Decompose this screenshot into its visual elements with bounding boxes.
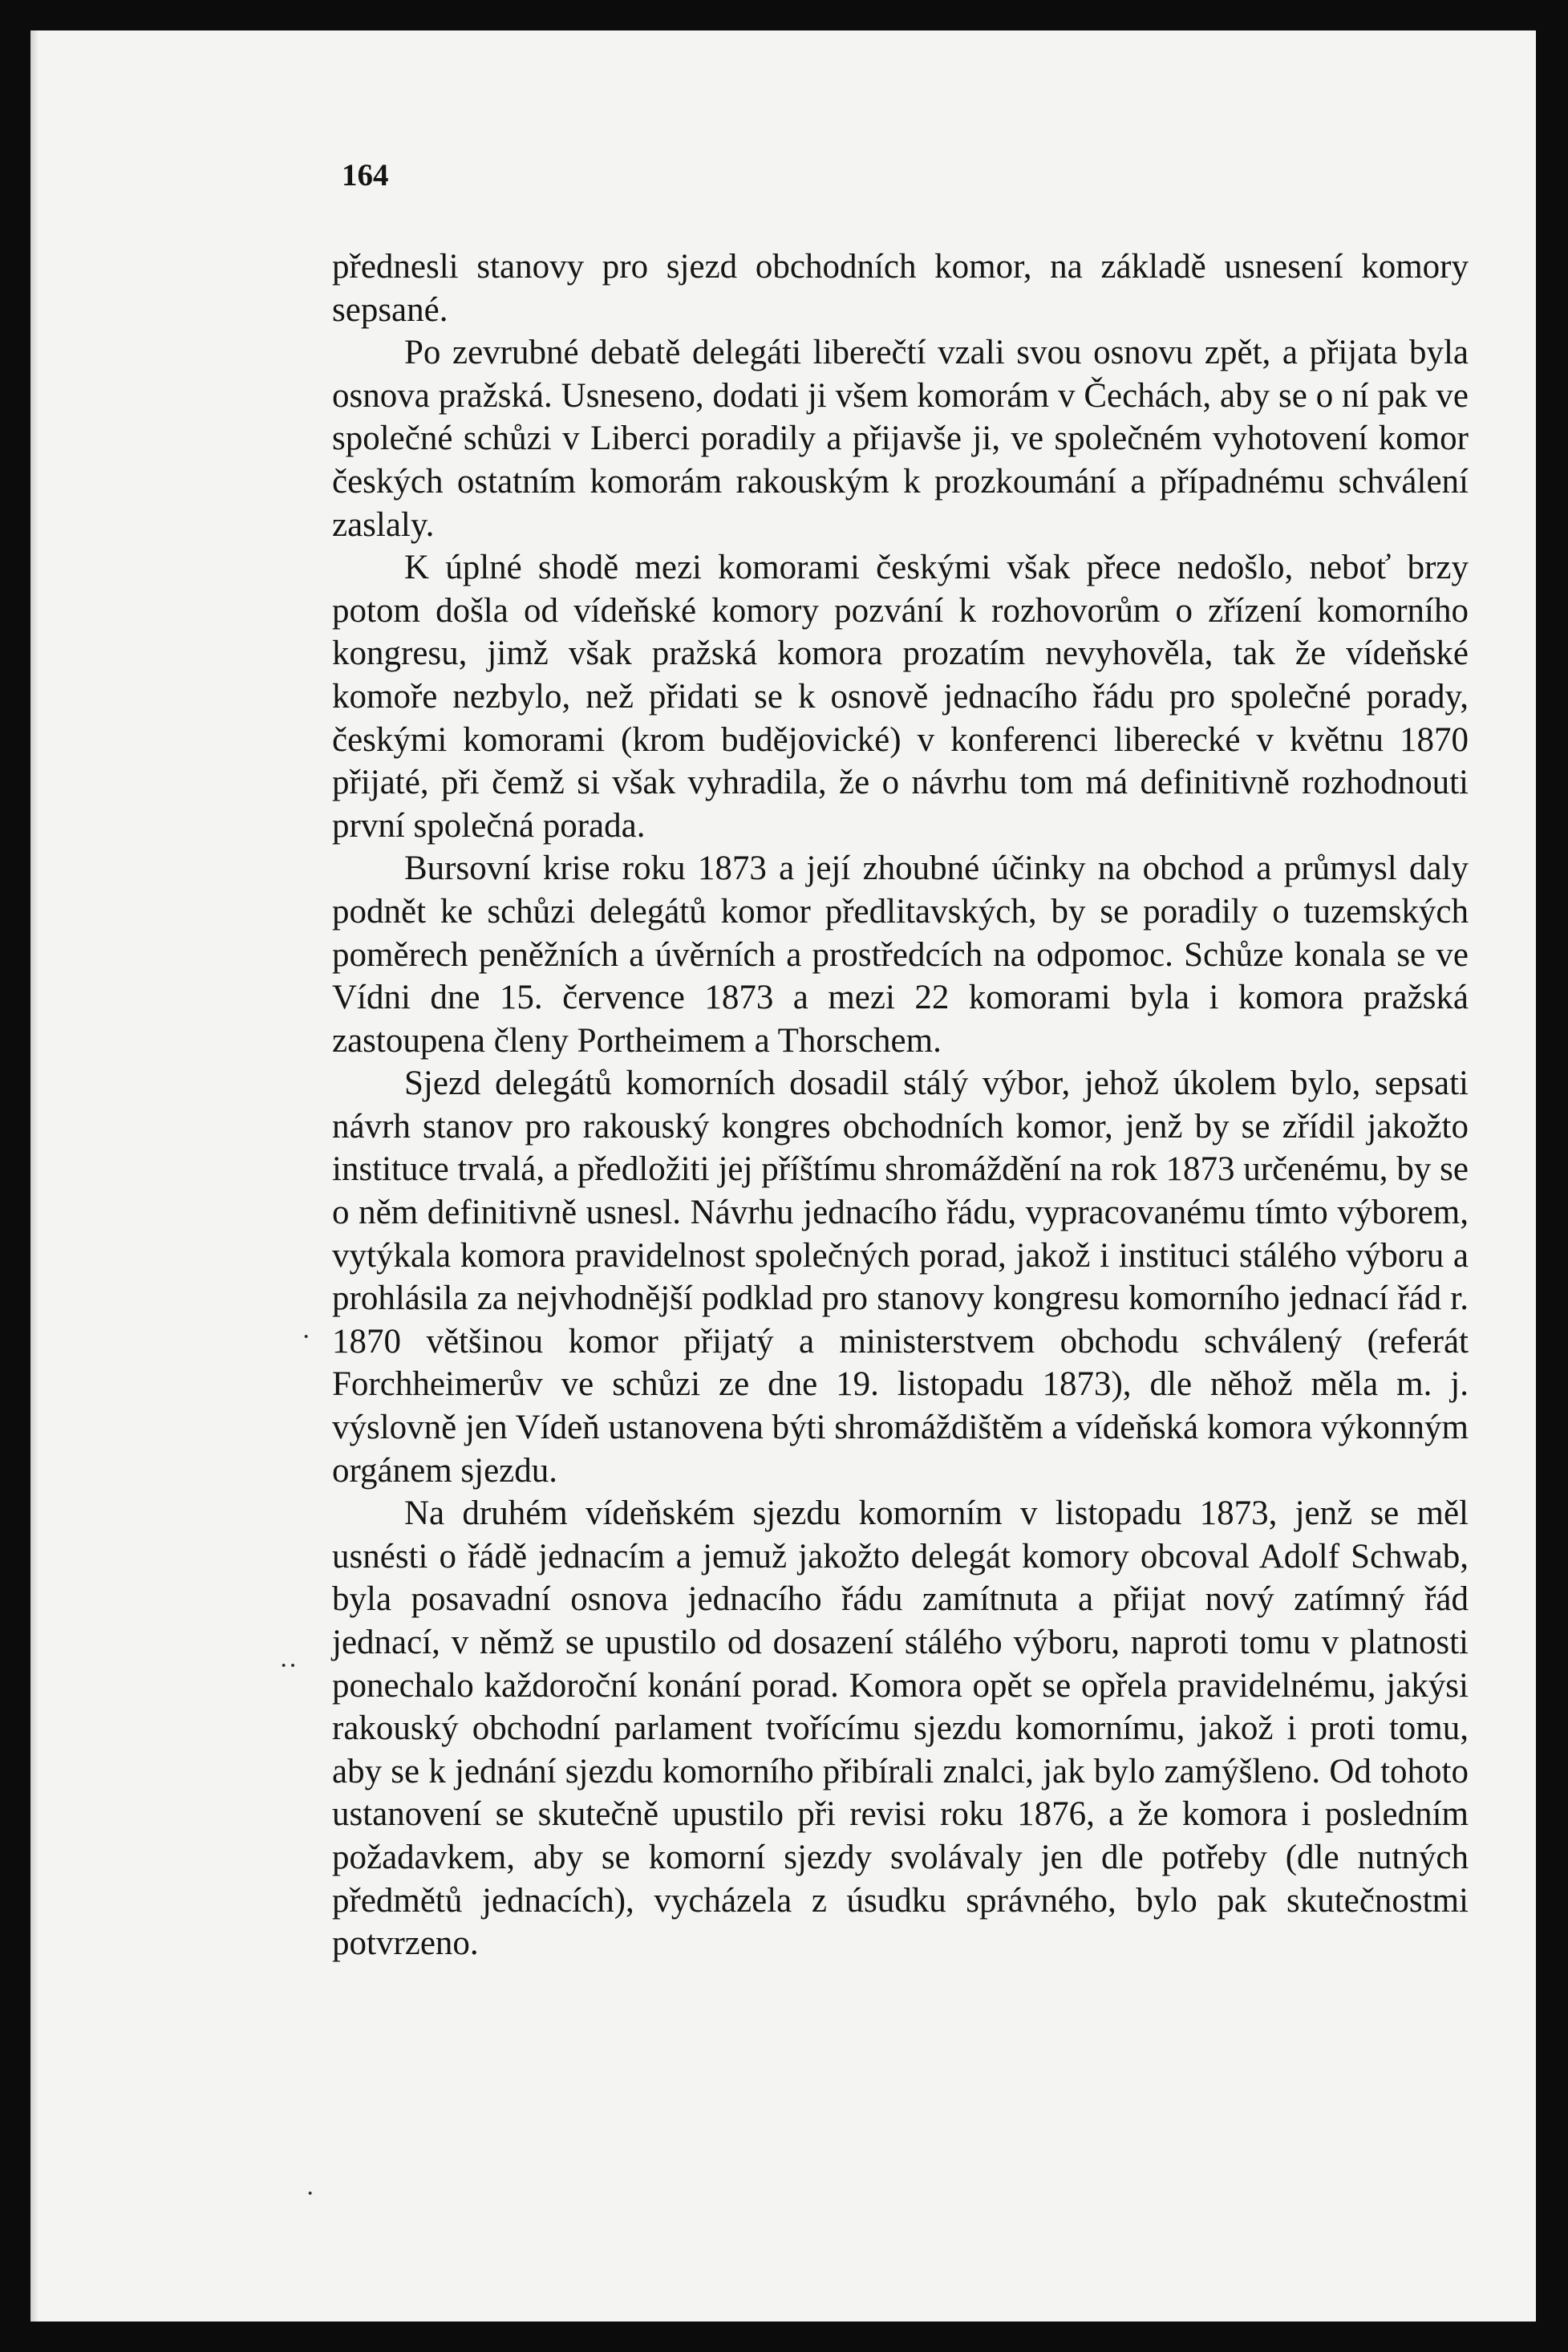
- margin-dash-mark: ··: [279, 1651, 298, 1681]
- paragraph-delegates-congress: Sjezd delegátů komorních dosadil stálý výbor, jehož úkolem bylo, sepsati návrh stanov pro rakouský kongres obchodních komor, jenž by se zřídil jakožto instituce trvalá, a předložiti jej příštímu shromáždění na rok 1873 určenému, by se o něm definitivně usnesl. Návrhu jednacího řádu, vypracovanému tímto výborem, vytýkala komora pravidelnost společných porad, jakož i instituci stálého výboru a prohlásila za nejvhodnější podklad pro stanovy kongresu komorního jednací řád r. 1870 většinou komor přijatý a ministerstvem obchodu schválený (referát Forchheimerův ve schůzi ze dne 19. listopadu 1873), dle něhož měla m. j. výslovně jen Vídeň ustanovena býti shromáždištěm a vídeňská komora výkonným orgánem sjezdu.: [332, 1064, 1469, 1490]
- margin-speck: ·: [306, 2179, 315, 2208]
- paragraph-second-congress: Na druhém vídeňském sjezdu komorním v listopadu 1873, jenž se měl usnésti o řádě jednacím a jemuž jakožto delegát komory obcoval Adolf Schwab, byla posavadní osnova jednacího řádu zamítnuta a přijat nový zatímný řád jednací, v němž se upustilo od dosazení stálého výboru, naproti tomu v platnosti ponechalo každoroční konání porad. Komora opět se opřela pravidelnému, jakýsi rakouský obchodní parlament tvořícímu sjezdu komornímu, jakož i proti tomu, aby se k jednání sjezdu komorního přibírali znalci, jak bylo zamýšleno. Od tohoto ustanovení se skutečně upustilo při revisi roku 1876, a že komora i posledním požadavkem, aby se komorní sjezdy svolávaly jen dle potřeby (dle nutných předmětů jednacích), vycházela z úsudku správného, bylo pak skutečnostmi potvrzeno.: [332, 1494, 1469, 1963]
- margin-dot: ·: [302, 1322, 311, 1352]
- body-text: [332, 245, 1469, 1965]
- paragraph-debate: Po zevrubné debatě delegáti liberečtí vzali svou osnovu zpět, a přijata byla osnova pražská. Usneseno, dodati ji všem komorám v Čechách, aby se o ní pak ve společné schůzi v Liberci poradily a přijavše ji, ve společném vyhotovení komor českých ostatním komorám rakouským k prozkoumání a případnému schválení zaslaly.: [332, 334, 1469, 544]
- paragraph-bourse-crisis: Bursovní krise roku 1873 a její zhoubné účinky na obchod a průmysl daly podnět ke schůzi delegátů komor předlitavských, by se poradily o tuzemských poměrech peněžních a úvěrních a prostředcích na odpomoc. Schůze konala se ve Vídni dne 15. července 1873 a mezi 22 komorami byla i komora pražská zastoupena členy Portheimem a Thorschem.: [332, 850, 1469, 1060]
- page-number: 164: [342, 158, 389, 193]
- paragraph-continuation: přednesli stanovy pro sjezd obchodních komor, na základě usnesení komory sepsané.: [332, 248, 1469, 329]
- page-edge-shadow: [30, 30, 38, 2322]
- scanned-page: [30, 30, 1536, 2322]
- paragraph-chamber-agreement: K úplné shodě mezi komorami českými však přece nedošlo, neboť brzy potom došla od vídeňské komory pozvání k rozhovorům o zřízení komorního kongresu, jimž však pražská komora prozatím nevyhověla, tak že vídeňské komoře nezbylo, než přidati se k osnově jednacího řádu pro společné porady, českými komorami (krom budějovické) v konferenci liberecké v květnu 1870 přijaté, při čemž si však vyhradila, že o návrhu tom má definitivně rozhodnouti první společná porada.: [332, 549, 1469, 845]
